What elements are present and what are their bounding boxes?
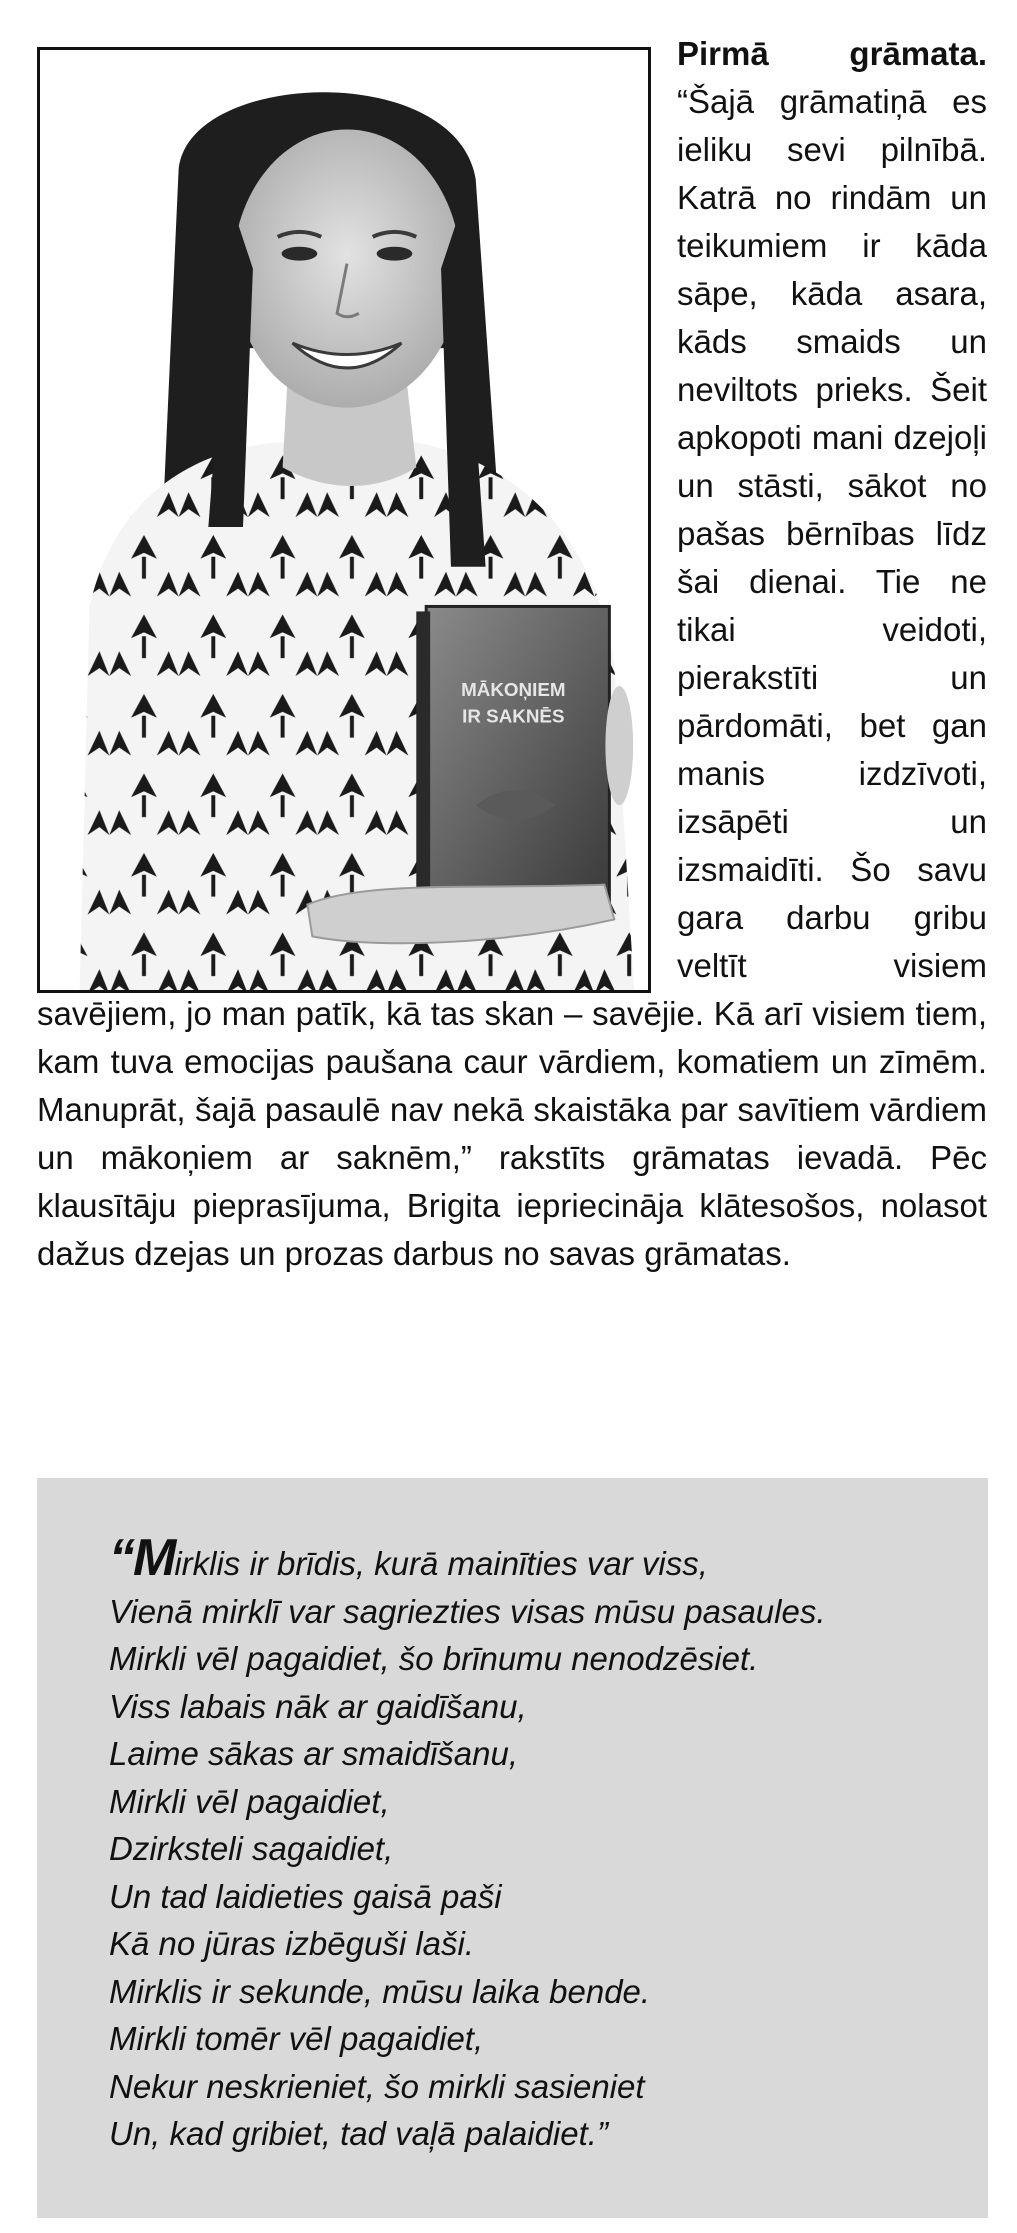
poem-line: Vienā mirklī var sagriezties visas mūsu pasaules. <box>109 1592 826 1630</box>
poem-line: Nekur neskrieniet, šo mirkli sasieniet <box>109 2067 645 2105</box>
poem-line: Un, kad gribiet, tad vaļā palaidiet.” <box>109 2115 608 2152</box>
poem-line: Un tad laidieties gaisā paši <box>109 1877 502 1915</box>
poem-open-quote: “M <box>109 1529 175 1587</box>
article-text <box>37 30 987 1278</box>
photo-text-wrap-spacer <box>37 30 677 990</box>
poem-line: Viss labais nāk ar gaidīšanu, <box>109 1687 527 1725</box>
poem-line: Mirklis ir sekunde, mūsu laika bende. <box>109 1972 651 2010</box>
poem-line: Dzirksteli sagaidiet, <box>109 1830 394 1867</box>
article-heading: Pirmā grāmata. <box>677 35 987 72</box>
article-body: “Šajā grāmatiņā es ieliku sevi pilnībā. Katrā no rindām un teikumiem ir kāda sāpe, kāda asara, kāds smaids un neviltots prieks. Šeit apkopoti mani dzejoļi un stāsti, sākot no pašas bērnības līdz šai dienai. Tie ne tikai veidoti, pierakstīti un pārdomāti, bet gan manis izdzīvoti, izsāpēti un izsmaidīti. Šo savu gara darbu gribu veltīt visiem savējiem, jo man patīk, kā tas skan – savējie. Kā arī visiem tiem, kam tuva emocijas paušana caur vārdiem, komatiem un zīmēm. Manuprāt, šajā pasaulē nav nekā skaistāka par savītiem vārdiem un mākoņiem ar saknēm,” rakstīts grāmatas ievadā. Pēc klausītāju pieprasījuma, Brigita iepriecināja klātesošos, nolasot dažus dzejas un prozas darbus no savas grāmatas. <box>37 83 987 1272</box>
poem-first-line <box>109 1529 948 1588</box>
poem-line: Kā no jūras izbēguši laši. <box>109 1925 475 1962</box>
book-title-line-2: IR SAKNĒS <box>462 705 565 727</box>
poem-line: Laime sākas ar smaidīšanu, <box>109 1735 519 1772</box>
book-title-line-1: MĀKOŅIEM <box>461 678 566 700</box>
poem-line: Mirkli tomēr vēl pagaidiet, <box>109 2020 484 2057</box>
poem-first-line-rest: irklis ir brīdis, kurā mainīties var viss, <box>174 1545 708 1582</box>
poem-line: Mirkli vēl pagaidiet, <box>109 1782 390 1820</box>
poem-line: Mirkli vēl pagaidiet, šo brīnumu nenodzēsiet. <box>109 1640 759 1677</box>
poem-quote-box <box>37 1478 988 2218</box>
